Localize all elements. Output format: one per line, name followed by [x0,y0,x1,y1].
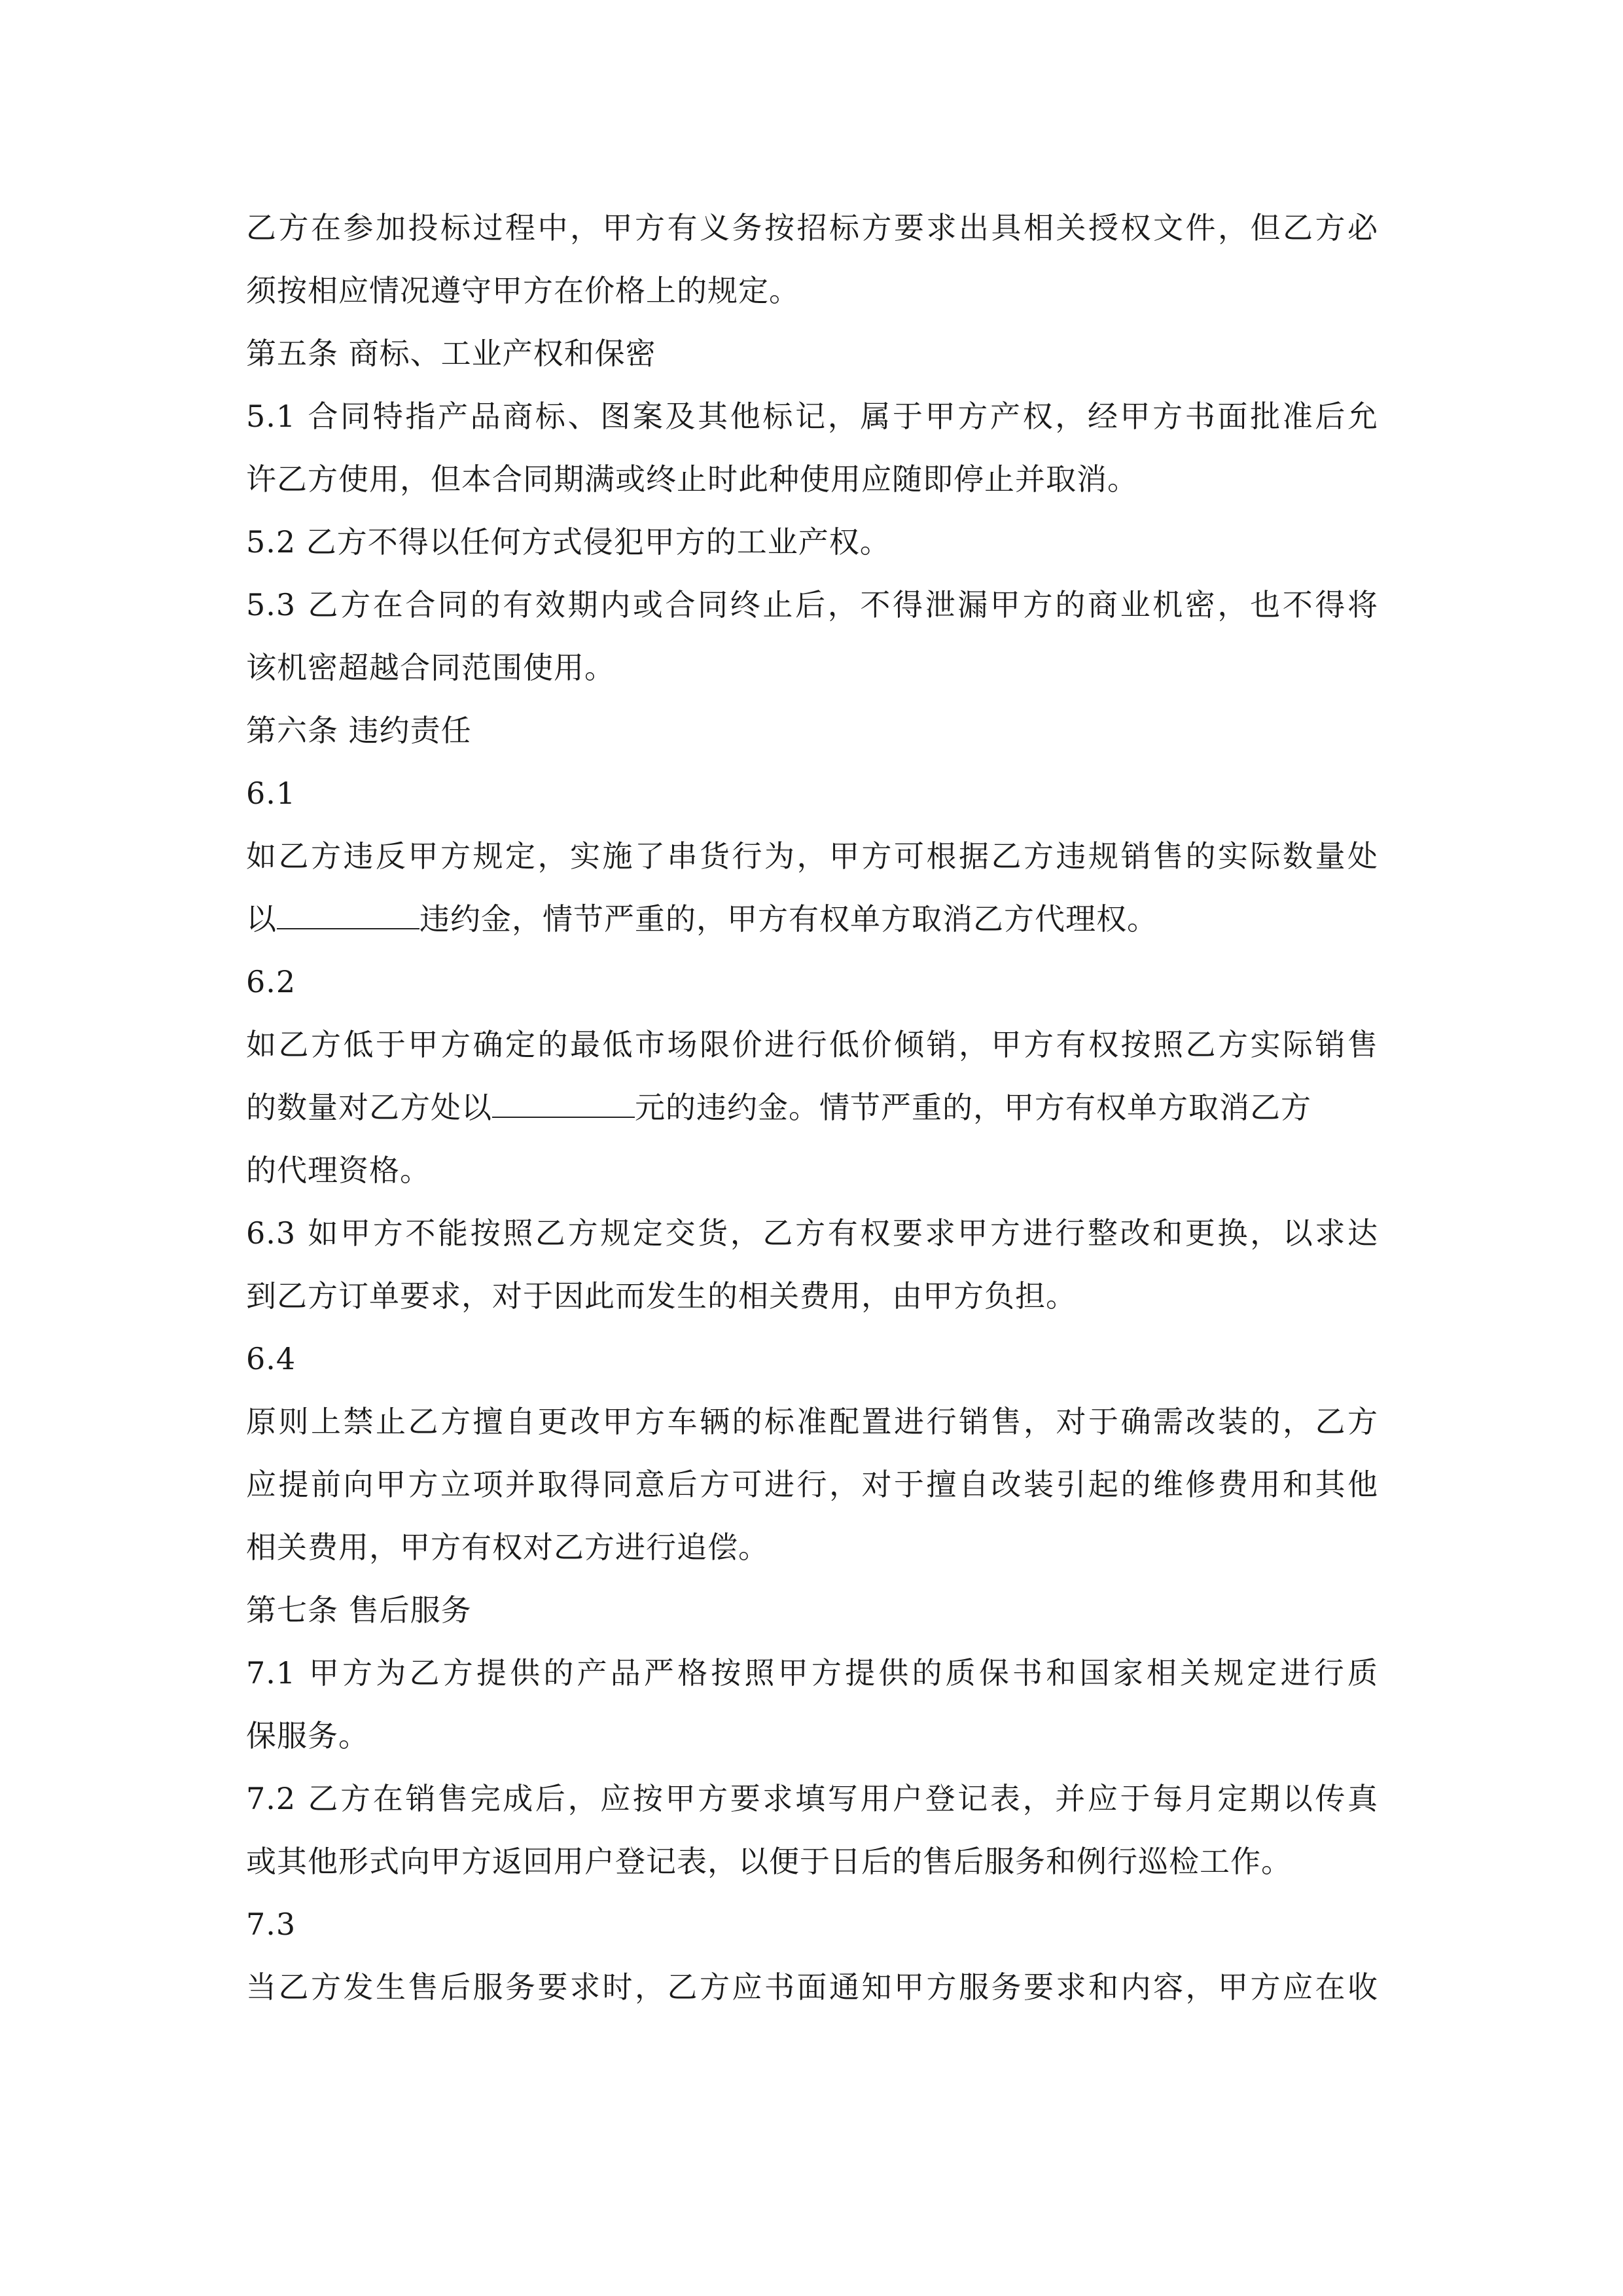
line-suffix: 元的违约金。情节严重的，甲方有权单方取消乙方 [635,1090,1311,1125]
paragraph-line: 须按相应情况遵守甲方在价格上的规定。 [246,273,800,308]
paragraph-line: 的代理资格。 [246,1153,431,1188]
paragraph-line: 保服务。 [246,1718,369,1753]
paragraph-line: 该机密超越合同范围使用。 [246,650,615,685]
paragraph-line: 如乙方违反甲方规定，实施了串货行为，甲方可根据乙方违规销售的实际数量处 [246,838,1378,874]
paragraph-line: 7.2 乙方在销售完成后，应按甲方要求填写用户登记表，并应于每月定期以传真 [246,1781,1378,1816]
line-prefix: 的数量对乙方处以 [246,1090,492,1125]
clause-number: 7.3 [246,1907,296,1942]
paragraph-line: 当乙方发生售后服务要求时，乙方应书面通知甲方服务要求和内容，甲方应在收 [246,1969,1378,2005]
paragraph-line: 6.3 如甲方不能按照乙方规定交货，乙方有权要求甲方进行整改和更换，以求达 [246,1215,1378,1251]
paragraph-line-with-blank [246,1076,1378,1139]
section-heading: 第五条 商标、工业产权和保密 [246,336,656,371]
paragraph-line: 5.2 乙方不得以任何方式侵犯甲方的工业产权。 [246,524,891,560]
paragraph-line: 原则上禁止乙方擅自更改甲方车辆的标准配置进行销售，对于确需改装的，乙方 [246,1404,1378,1439]
clause-number: 6.1 [246,776,296,811]
section-heading: 第六条 违约责任 [246,713,472,748]
document-page [246,196,1378,2018]
paragraph-line: 应提前向甲方立项并取得同意后方可进行，对于擅自改装引起的维修费用和其他 [246,1467,1378,1502]
line-prefix: 以 [246,901,277,937]
paragraph-line: 5.3 乙方在合同的有效期内或合同终止后，不得泄漏甲方的商业机密，也不得将 [246,587,1378,622]
fill-in-blank [277,902,419,929]
paragraph-line: 如乙方低于甲方确定的最低市场限价进行低价倾销，甲方有权按照乙方实际销售 [246,1027,1378,1062]
paragraph-line-with-blank [246,888,1378,950]
paragraph-line: 7.1 甲方为乙方提供的产品严格按照甲方提供的质保书和国家相关规定进行质 [246,1655,1378,1691]
paragraph-line: 5.1 合同特指产品商标、图案及其他标记，属于甲方产权，经甲方书面批准后允 [246,399,1378,434]
paragraph-line: 或其他形式向甲方返回用户登记表，以便于日后的售后服务和例行巡检工作。 [246,1844,1292,1879]
clause-number: 6.4 [246,1341,296,1376]
fill-in-blank [492,1090,635,1118]
line-suffix: 违约金，情节严重的，甲方有权单方取消乙方代理权。 [419,901,1158,937]
paragraph-line: 许乙方使用，但本合同期满或终止时此种使用应随即停止并取消。 [246,461,1138,497]
paragraph-line: 相关费用，甲方有权对乙方进行追偿。 [246,1530,769,1565]
paragraph-line: 到乙方订单要求，对于因此而发生的相关费用，由甲方负担。 [246,1278,1077,1314]
paragraph-line: 乙方在参加投标过程中，甲方有义务按招标方要求出具相关授权文件，但乙方必 [246,210,1378,245]
clause-number: 6.2 [246,964,296,999]
section-heading: 第七条 售后服务 [246,1592,472,1628]
